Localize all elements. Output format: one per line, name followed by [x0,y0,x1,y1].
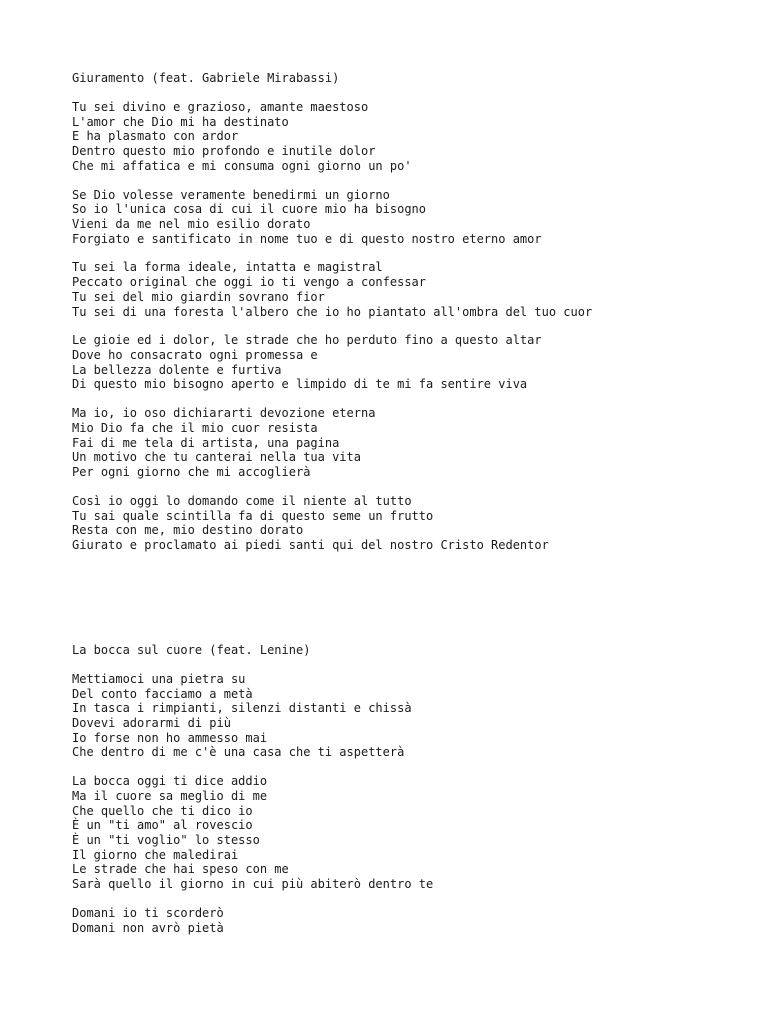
lyric-line: Forgiato e santificato in nome tuo e di questo nostro eterno amor [72,231,542,246]
lyric-line: La bellezza dolente e furtiva [72,362,282,377]
lyric-line: Domani non avrò pietà [72,920,224,935]
stanza [72,260,592,319]
lyric-line: Dovevi adorarmi di più [72,715,231,730]
lyric-line: L'amor che Dio mi ha destinato [72,114,289,129]
lyric-line: Tu sei di una foresta l'albero che io ho piantato all'ombra del tuo cuor [72,304,593,319]
lyric-line: Il giorno che maledirai [72,847,239,862]
stanza [72,333,592,392]
lyric-line: È un "ti amo" al rovescio [72,818,253,833]
song-la-bocca-sul-cuore [72,643,433,949]
lyric-line: È un "ti voglio" lo stesso [72,832,260,847]
stanza [72,494,592,553]
stanza [72,406,592,479]
lyric-line: Che dentro di me c'è una casa che ti aspetterà [72,745,405,760]
lyric-line: Fai di me tela di artista, una pagina [72,435,340,450]
lyric-line: Che quello che ti dico io [72,803,253,818]
stanza [72,906,433,935]
stanza [72,774,433,892]
lyric-line: Se Dio volesse veramente benedirmi un giorno [72,187,390,202]
song-title: La bocca sul cuore (feat. Lenine) [72,643,311,657]
lyric-line: Di questo mio bisogno aperto e limpido di te mi fa sentire viva [72,377,528,392]
lyric-line: Giurato e proclamato ai piedi santi qui del nostro Cristo Redentor [72,538,549,552]
lyric-line: Per ogni giorno che mi accoglierà [72,465,311,480]
lyric-line: Le gioie ed i dolor, le strade che ho perduto fino a questo altar [72,333,542,348]
lyric-line: E ha plasmato con ardor [72,129,239,144]
lyric-line: Ma io, io oso dichiararti devozione eterna [72,406,376,421]
lyric-line: Tu sai quale scintilla fa di questo seme un frutto [72,508,434,523]
lyric-line: Resta con me, mio destino dorato [72,523,304,538]
lyric-line: Sarà quello il giorno in cui più abiterò dentro te [72,877,434,891]
lyric-line: Che mi affatica e mi consuma ogni giorno un po' [72,158,412,173]
lyric-line: Tu sei del mio giardin sovrano fior [72,289,325,304]
stanza [72,188,592,247]
lyric-line: In tasca i rimpianti, silenzi distanti e chissà [72,701,412,716]
lyric-line: Vieni da me nel mio esilio dorato [72,216,311,231]
lyric-line: Mettiamoci una pietra su [72,671,246,686]
lyric-line: Dentro questo mio profondo e inutile dolor [72,143,376,158]
lyric-line: Domani io ti scorderò [72,905,224,920]
lyric-line: Del conto facciamo a metà [72,686,253,701]
song-giuramento [72,71,592,567]
lyric-line: Tu sei la forma ideale, intatta e magistral [72,260,383,275]
lyric-line: Così io oggi lo domando come il niente al tutto [72,493,412,508]
lyric-line: Dove ho consacrato ogni promessa e [72,348,318,363]
stanza [72,100,592,173]
lyric-line: Ma il cuore sa meglio di me [72,788,268,803]
lyric-line: Le strade che hai speso con me [72,862,289,877]
lyric-line: Io forse non ho ammesso mai [72,730,268,745]
lyric-line: So io l'unica cosa di cui il cuore mio ha bisogno [72,202,427,217]
lyric-line: La bocca oggi ti dice addio [72,774,268,789]
stanza [72,672,433,760]
lyric-line: Tu sei divino e grazioso, amante maestoso [72,99,369,114]
lyric-line: Peccato original che oggi io ti vengo a confessar [72,275,427,290]
song-title: Giuramento (feat. Gabriele Mirabassi) [72,71,340,85]
lyric-line: Mio Dio fa che il mio cuor resista [72,421,318,435]
lyric-line: Un motivo che tu canterai nella tua vita [72,450,361,465]
